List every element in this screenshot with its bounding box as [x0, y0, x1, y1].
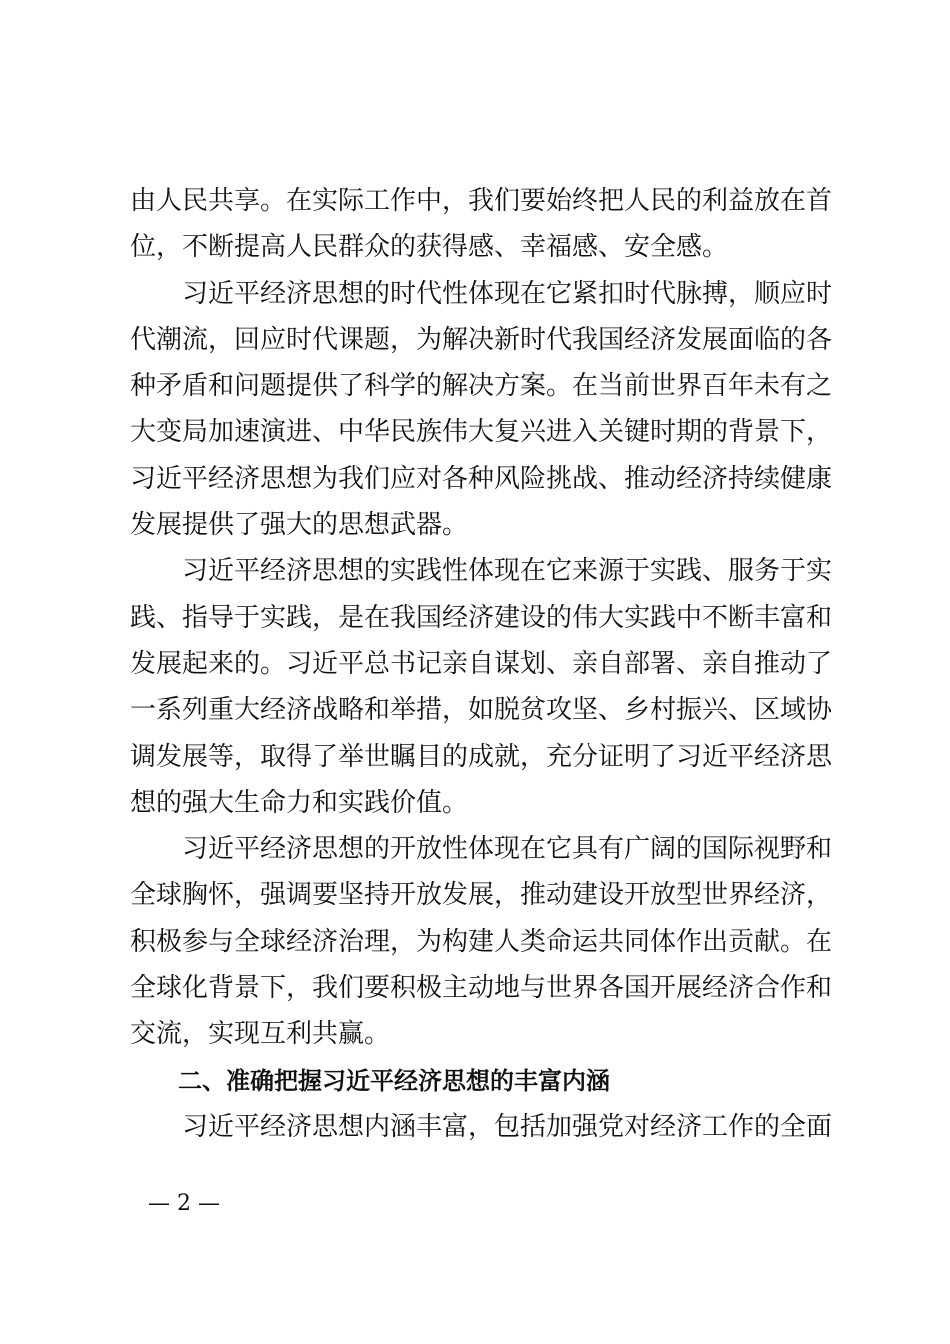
paragraph — [130, 548, 833, 826]
text-line: 调发展等，取得了举世瞩目的成就，充分证明了习近平经济思 — [130, 741, 833, 772]
text-line: 践、指导于实践，是在我国经济建设的伟大实践中不断丰富和 — [130, 602, 833, 633]
text-line: 一系列重大经济战略和举措，如脱贫攻坚、乡村振兴、区域协 — [130, 695, 833, 726]
page-number: — 2 — — [148, 1191, 220, 1216]
text-line: 由人民共享。在实际工作中，我们要始终把人民的利益放在首 — [130, 186, 833, 216]
text-line: 想的强大生命力和实践价值。 — [130, 787, 469, 818]
text-line: 习近平经济思想的开放性体现在它具有广阔的国际视野和 — [130, 834, 833, 865]
text-line: 大变局加速演进、中华民族伟大复兴进入关键时期的背景下， — [130, 417, 833, 448]
text-line: 位，不断提高人民群众的获得感、幸福感、安全感。 — [130, 232, 729, 263]
text-line: 全球化背景下，我们要积极主动地与世界各国开展经济合作和 — [130, 973, 833, 1004]
heading-line: 二、准确把握习近平经济思想的丰富内涵 — [130, 1066, 610, 1095]
text-line: 交流，实现互利共赢。 — [130, 1019, 391, 1050]
paragraph — [130, 271, 833, 549]
text-line: 积极参与全球经济治理，为构建人类命运共同体作出贡献。在 — [130, 926, 833, 957]
text-line: 种矛盾和问题提供了科学的解决方案。在当前世界百年未有之 — [130, 371, 833, 402]
document-body — [130, 178, 833, 1150]
text-line: 习近平经济思想内涵丰富，包括加强党对经济工作的全面 — [130, 1111, 833, 1142]
section-heading — [130, 1058, 830, 1104]
paragraph — [130, 826, 833, 1057]
paragraph — [130, 1104, 833, 1150]
text-line: 代潮流，回应时代课题，为解决新时代我国经济发展面临的各 — [130, 324, 833, 355]
text-line: 习近平经济思想的实践性体现在它来源于实践、服务于实 — [130, 556, 833, 587]
text-line: 习近平经济思想的时代性体现在它紧扣时代脉搏，顺应时 — [130, 278, 833, 309]
text-line: 发展提供了强大的思想武器。 — [130, 510, 469, 541]
text-line: 全球胸怀，强调要坚持开放发展，推动建设开放型世界经济， — [130, 880, 833, 911]
text-line: 发展起来的。习近平总书记亲自谋划、亲自部署、亲自推动了 — [130, 648, 833, 679]
paragraph — [130, 178, 833, 271]
text-line: 习近平经济思想为我们应对各种风险挑战、推动经济持续健康 — [130, 463, 833, 494]
